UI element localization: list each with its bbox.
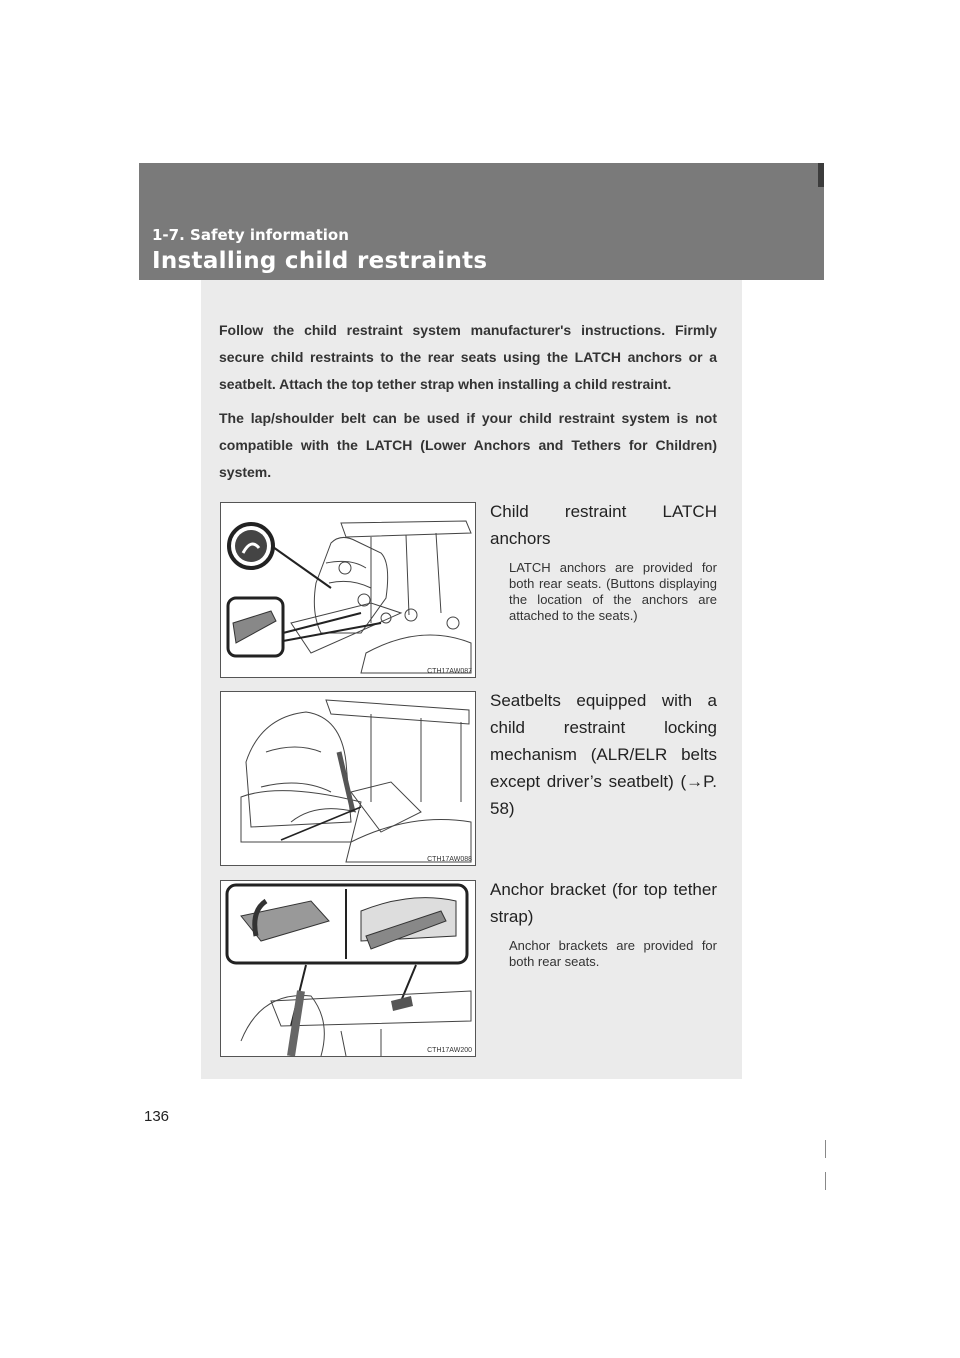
page-number: 136 [144,1108,170,1125]
header-tab-marker [818,163,824,187]
intro-text [219,317,717,493]
latch-anchors-item [490,498,717,624]
edge-mark-lower [825,1172,826,1190]
seatbelt-item [490,687,717,822]
figure-code: CTH17AW200 [427,1047,472,1054]
intro-paragraph-2: The lap/shoulder belt can be used if your child restraint system is not compatible with the LATCH (Lower Anchors and Tethers for Children) system. [219,410,717,480]
section-label: 1-7. Safety information [152,226,349,244]
latch-anchors-drawing [221,503,475,677]
item-heading: Anchor bracket (for top tether strap) [490,880,717,926]
chapter-header [139,163,824,280]
intro-paragraph-1: Follow the child restraint system manufacturer's instructions. Firmly secure child restraints to the rear seats using the LATCH anchors or a seatbelt. Attach the top tether strap when installing a child restraint. [219,322,717,392]
figure-code: CTH17AW088 [427,856,472,863]
figure-code: CTH17AW087 [427,668,472,675]
latch-anchors-illustration [220,502,476,678]
edge-mark-upper [825,1140,826,1158]
anchor-bracket-illustration [220,880,476,1057]
seatbelt-drawing [221,692,475,865]
item-description: LATCH anchors are provided for both rear seats. (Buttons displaying the location of the anchors are attached to the seats.) [509,560,717,623]
item-heading: Child restraint LATCH anchors [490,502,717,548]
page-title: Installing child restraints [152,248,488,274]
seatbelt-illustration [220,691,476,866]
anchor-bracket-drawing [221,881,475,1056]
anchor-bracket-item [490,876,717,970]
item-description: Anchor brackets are provided for both rear seats. [509,938,717,969]
item-heading: Seatbelts equipped with a child restraint locking mechanism (ALR/ELR belts except driver’s seatbelt) (→P. 58) [490,691,717,818]
content-panel [201,280,742,1079]
